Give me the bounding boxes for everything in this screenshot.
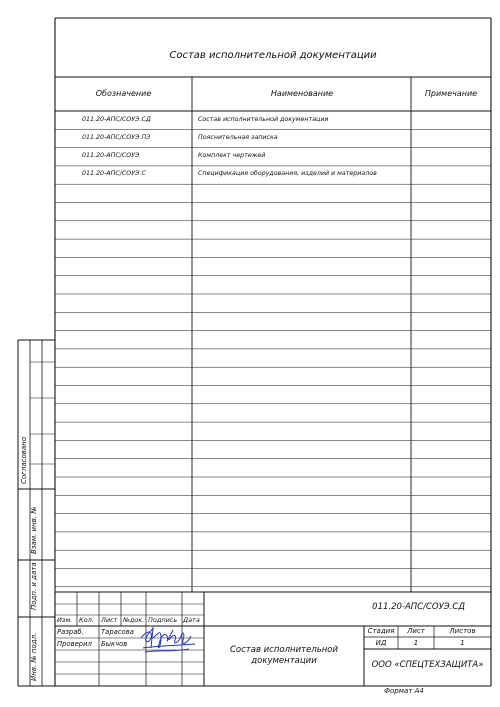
side-inv-replace-label: Взам. инв. № (30, 506, 38, 554)
role-developer: Разраб. (57, 628, 84, 636)
sheets-value: 1 (460, 639, 465, 647)
sheet-label: Лист (407, 627, 425, 635)
signature-scribble (139, 622, 199, 658)
col-signature: Подпись (148, 616, 178, 624)
row-1-designation: 011.20-АПС/СОУЭ.СД (82, 116, 151, 123)
stage-value: ИД (375, 639, 387, 647)
row-3-name: Комплект чертежей (198, 152, 266, 159)
doc-code: 011.20-АПС/СОУЭ.СД (372, 602, 465, 612)
col-change: Изм. (57, 616, 73, 624)
side-sign-date-label: Подп. и дата (30, 562, 38, 610)
header-designation: Обозначение (95, 89, 152, 98)
row-1-name: Состав исполнительной документации (198, 116, 329, 123)
col-date: Дата (183, 616, 200, 624)
name-checker: Быкчов (101, 640, 128, 648)
col-count: Кол. (79, 616, 94, 624)
organization: ООО «СПЕЦТЕХЗАЩИТА» (371, 660, 484, 670)
page-title: Состав исполнительной документации (169, 50, 377, 61)
col-sheet: Лист (101, 616, 118, 624)
side-agreed-label: Согласовано (20, 436, 28, 484)
stage-label: Стадия (367, 627, 395, 635)
sheets-label: Листов (449, 627, 476, 635)
row-2-name: Пояснительная записка (198, 134, 278, 141)
name-developer: Тарасова (101, 628, 134, 636)
role-checker: Проверил (57, 640, 92, 648)
header-name: Наименование (270, 89, 334, 98)
col-doc-no: №док. (123, 616, 145, 624)
format-label: Формат А4 (384, 687, 424, 695)
row-4-designation: 011.20-АПС/СОУЭ.С (82, 170, 146, 177)
side-inv-original-label: Инв. № подл. (30, 632, 38, 681)
header-note: Примечание (424, 89, 478, 98)
doc-name-line-1: Состав исполнительной (229, 645, 339, 655)
row-4-name: Спецификация оборудования, изделий и материалов (198, 170, 377, 177)
row-3-designation: 011.20-АПС/СОУЭ (82, 152, 140, 159)
row-2-designation: 011.20-АПС/СОУЭ.ПЗ (82, 134, 151, 141)
sheet-value: 1 (413, 639, 419, 647)
doc-name-line-2: документации (251, 656, 317, 666)
